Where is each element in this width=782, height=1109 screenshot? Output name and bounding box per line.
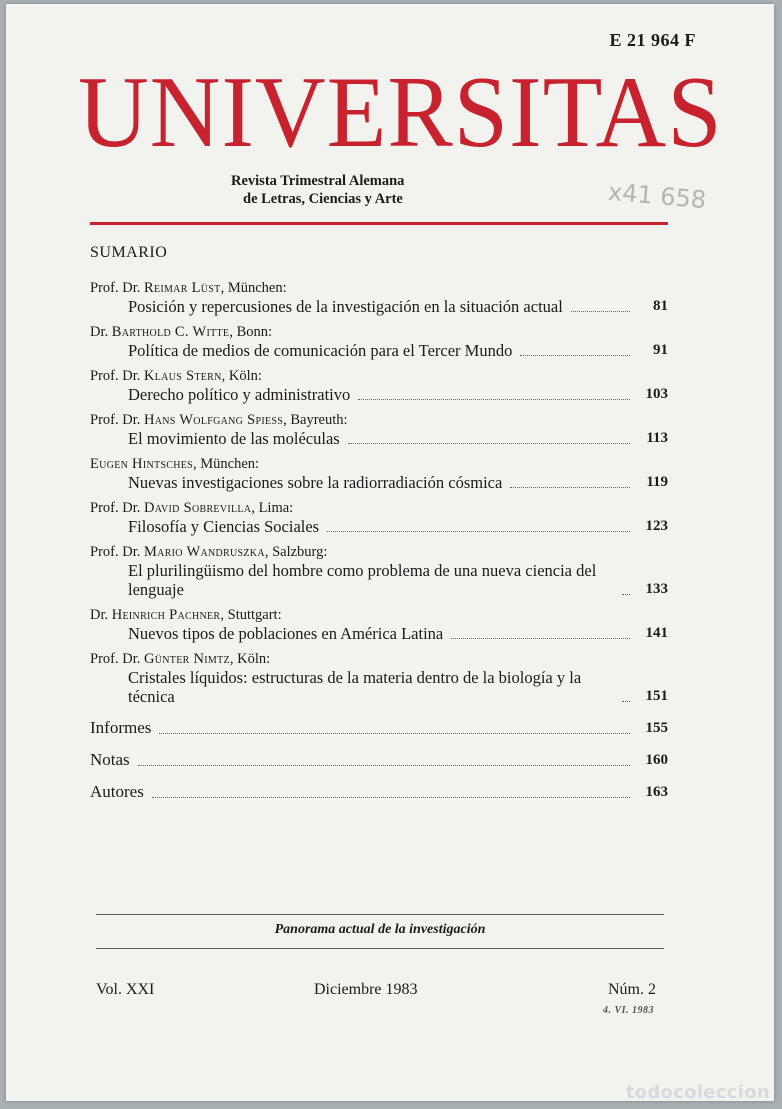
section-title: Notas xyxy=(90,750,130,769)
toc-author xyxy=(90,323,668,341)
toc-entry xyxy=(90,650,668,706)
toc-entry xyxy=(90,279,668,316)
toc-title-row xyxy=(90,668,668,706)
section-title: Autores xyxy=(90,782,144,801)
author-name: Günter Nimtz xyxy=(143,651,230,667)
author-name: Reimar Lüst xyxy=(143,280,221,296)
page-number: 151 xyxy=(645,688,668,704)
article-title: Política de medios de comunicación para el Tercer Mundo xyxy=(128,341,513,360)
section-title: Informes xyxy=(90,718,152,737)
toc-author xyxy=(90,279,668,297)
panorama-rule-bottom xyxy=(96,948,664,949)
author-city: , München: xyxy=(220,280,287,296)
dot-leader xyxy=(622,594,630,595)
article-title: Nuevos tipos de poblaciones en América Latina xyxy=(128,624,444,643)
handwritten-note: x41 658 xyxy=(606,177,708,215)
page-number: 155 xyxy=(645,720,668,736)
toc-author xyxy=(90,499,668,517)
dot-leader xyxy=(358,399,630,400)
date-stamp: 4. VI. 1983 xyxy=(602,1005,654,1016)
dot-leader xyxy=(571,311,630,312)
author-city: , Stuttgart: xyxy=(220,607,282,623)
toc-author xyxy=(90,650,668,668)
page-number: 119 xyxy=(646,474,668,490)
contents-heading: SUMARIO xyxy=(90,244,168,261)
toc-author xyxy=(90,543,668,561)
page-number: 113 xyxy=(646,430,668,446)
toc-entry xyxy=(90,543,668,599)
toc-title-row xyxy=(90,385,668,404)
panorama-rule-top xyxy=(96,914,664,915)
toc-title-row xyxy=(90,297,668,316)
author-name: David Sobrevilla xyxy=(143,500,252,516)
toc-author xyxy=(90,455,668,473)
page-number: 141 xyxy=(645,625,668,641)
article-title: Nuevas investigaciones sobre la radiorradiación cósmica xyxy=(128,473,503,492)
author-name: Heinrich Pachner xyxy=(111,607,221,623)
masthead-subtitle xyxy=(231,172,404,208)
article-title: El movimiento de las moléculas xyxy=(128,429,340,448)
toc-entry xyxy=(90,455,668,492)
masthead-title: UNIVERSITAS xyxy=(78,56,723,169)
toc-entry xyxy=(90,411,668,448)
article-title: Posición y repercusiones de la investigación en la situación actual xyxy=(128,297,563,316)
toc-author xyxy=(90,606,668,624)
dot-leader xyxy=(159,733,630,734)
author-prefix: Dr. xyxy=(90,324,109,340)
author-prefix: Prof. Dr. xyxy=(90,651,141,667)
author-city: , Lima: xyxy=(251,500,294,516)
author-name: Mario Wandruszka xyxy=(143,544,265,560)
author-name: Hans Wolfgang Spiess xyxy=(143,412,284,428)
author-prefix: Prof. Dr. xyxy=(90,368,141,384)
page-number: 160 xyxy=(645,752,668,768)
red-divider xyxy=(90,222,668,225)
toc-title-row xyxy=(90,561,668,599)
author-city: , Bayreuth: xyxy=(283,412,348,428)
author-prefix: Dr. xyxy=(90,607,109,623)
dot-leader xyxy=(510,487,630,488)
page-number: 163 xyxy=(645,784,668,800)
author-name: Eugen Hintsches xyxy=(90,456,194,472)
issue-date: Diciembre 1983 xyxy=(314,981,418,998)
catalog-code: E 21 964 F xyxy=(609,30,696,50)
article-title: Derecho político y administrativo xyxy=(128,385,351,404)
toc-section-row xyxy=(90,782,668,802)
author-city: , München: xyxy=(193,456,260,472)
subtitle-line-2: de Letras, Ciencias y Arte xyxy=(243,191,403,207)
page-number: 103 xyxy=(645,386,668,402)
toc-entry xyxy=(90,367,668,404)
toc-section-row xyxy=(90,718,668,738)
toc-entry xyxy=(90,499,668,536)
dot-leader xyxy=(348,443,630,444)
toc-author xyxy=(90,411,668,429)
toc-title-row xyxy=(90,517,668,536)
author-city: , Köln: xyxy=(221,368,262,384)
table-of-contents xyxy=(90,279,668,802)
page-number: 91 xyxy=(653,342,668,358)
author-prefix: Prof. Dr. xyxy=(90,500,141,516)
author-city: , Köln: xyxy=(229,651,271,667)
page-number: 81 xyxy=(653,298,668,314)
toc-entry xyxy=(90,323,668,360)
author-prefix: Prof. Dr. xyxy=(90,412,141,428)
toc-title-row xyxy=(90,429,668,448)
dot-leader xyxy=(152,797,630,798)
toc-section-row xyxy=(90,750,668,770)
subtitle-line-1: Revista Trimestral Alemana xyxy=(231,173,405,189)
panorama-line: Panorama actual de la investigación xyxy=(274,922,486,937)
issue-number: Núm. 2 xyxy=(608,981,656,998)
author-name: Klaus Stern xyxy=(143,368,222,384)
toc-title-row xyxy=(90,341,668,360)
toc-entries xyxy=(90,279,668,706)
page-number: 133 xyxy=(645,581,668,597)
volume-label: Vol. XXI xyxy=(96,981,155,998)
page-number: 123 xyxy=(645,518,668,534)
article-title: Cristales líquidos: estructuras de la materia dentro de la biología y la técnica xyxy=(128,668,582,706)
author-prefix: Prof. Dr. xyxy=(90,544,141,560)
watermark-logo: todocoleccion xyxy=(625,1082,770,1103)
author-name: Barthold C. Witte xyxy=(111,324,230,340)
toc-sections xyxy=(90,718,668,802)
article-title: El plurilingüismo del hombre como problema de una nueva ciencia del lenguaje xyxy=(128,561,597,599)
author-city: , Salzburg: xyxy=(264,544,328,560)
toc-title-row xyxy=(90,473,668,492)
dot-leader xyxy=(451,638,630,639)
article-title: Filosofía y Ciencias Sociales xyxy=(128,517,320,536)
author-city: , Bonn: xyxy=(229,324,273,340)
author-prefix: Prof. Dr. xyxy=(90,280,141,296)
dot-leader xyxy=(327,531,630,532)
magazine-cover xyxy=(6,4,774,1101)
toc-entry xyxy=(90,606,668,643)
toc-author xyxy=(90,367,668,385)
dot-leader xyxy=(622,701,630,702)
toc-title-row xyxy=(90,624,668,643)
dot-leader xyxy=(520,355,630,356)
dot-leader xyxy=(138,765,630,766)
